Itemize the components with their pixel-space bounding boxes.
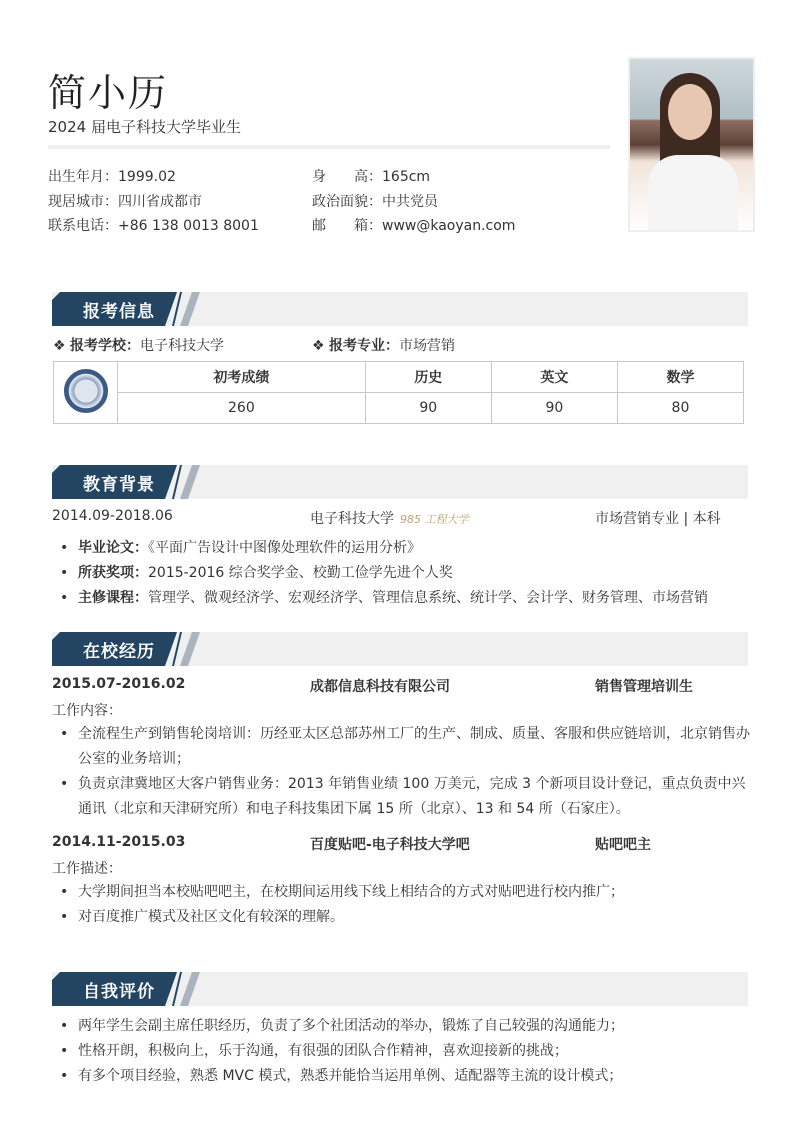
section-title: 在校经历 xyxy=(83,642,155,662)
info-city xyxy=(48,190,259,215)
period: 2015.07-2016.02 xyxy=(52,676,186,692)
score-table xyxy=(53,361,744,424)
section-header-education xyxy=(52,465,748,499)
label: 政治面貌： xyxy=(312,193,382,210)
info-col-left xyxy=(48,165,259,239)
section-title: 自我评价 xyxy=(83,982,155,1002)
text: 2015-2016 综合奖学金、校勤工俭学先进个人奖 xyxy=(148,565,453,581)
value: www@kaoyan.com xyxy=(382,218,516,234)
value: 1999.02 xyxy=(118,169,176,185)
table-header: 数学 xyxy=(617,362,743,393)
label: 身 高： xyxy=(312,169,382,185)
desc-label: 工作内容： xyxy=(52,703,122,719)
list-item xyxy=(52,536,752,561)
organization: 百度贴吧-电子科技大学吧 xyxy=(310,837,470,853)
table-cell: 90 xyxy=(491,393,617,424)
info-birth xyxy=(48,165,259,190)
table-cell: 260 xyxy=(118,393,366,424)
info-height xyxy=(312,165,515,190)
education-list xyxy=(52,536,752,611)
exam-school xyxy=(53,336,224,356)
text: 《平面广告设计中图像处理软件的运用分析》 xyxy=(148,540,421,556)
section-header-campus xyxy=(52,632,748,666)
table-header: 历史 xyxy=(365,362,491,393)
profile-photo xyxy=(628,57,755,232)
university-seal-icon xyxy=(54,362,118,424)
school-tag: 985 工程大学 xyxy=(400,513,469,526)
list-item: • 两年学生会副主席任职经历，负责了多个社团活动的举办，锻炼了自己较强的沟通能力； xyxy=(52,1014,752,1039)
job-list xyxy=(52,722,752,822)
desc-label: 工作描述： xyxy=(52,861,122,877)
info-email xyxy=(312,214,515,239)
job-row xyxy=(52,834,732,856)
list-item: • 有多个项目经验，熟悉 MVC 模式，熟悉并能恰当运用单例、适配器等主流的设计模式； xyxy=(52,1064,752,1089)
table-cell: 80 xyxy=(617,393,743,424)
table-header: 初考成绩 xyxy=(118,362,366,393)
info-col-right xyxy=(312,165,515,239)
text: 管理学、微观经济学、宏观经济学、管理信息系统、统计学、会计学、财务管理、市场营销 xyxy=(148,590,708,606)
section-header-self xyxy=(52,972,748,1006)
period: 2014.09-2018.06 xyxy=(52,508,173,524)
list-item xyxy=(52,561,752,586)
subtitle: 2024 届电子科技大学毕业生 xyxy=(48,118,241,136)
label: 联系电话： xyxy=(48,218,118,234)
list-item: • 性格开朗，积极向上，乐于沟通，有很强的团队合作精神，喜欢迎接新的挑战； xyxy=(52,1039,752,1064)
organization: 成都信息科技有限公司 xyxy=(310,679,450,695)
label: 邮 箱： xyxy=(312,218,382,234)
value: +86 138 0013 8001 xyxy=(118,218,259,234)
diamond-icon: ❖ xyxy=(312,338,330,354)
major: 市场营销专业 | 本科 xyxy=(595,511,721,527)
table-header: 英文 xyxy=(491,362,617,393)
info-politics xyxy=(312,190,515,215)
list-item: • 大学期间担当本校贴吧吧主，在校期间运用线下线上相结合的方式对贴吧进行校内推广； xyxy=(52,880,752,905)
label: 报考学校： xyxy=(70,338,141,354)
section-title: 报考信息 xyxy=(83,302,155,322)
education-row xyxy=(52,508,732,530)
period: 2014.11-2015.03 xyxy=(52,834,186,850)
list-item: • 负责京津冀地区大客户销售业务：2013 年销售业绩 100 万美元，完成 3 个新项目设计登记，重点负责中兴通讯（北京和天津研究所）和电子科技集团下属 15 所（北京）、13 和 54 所（石家庄）。 xyxy=(52,772,752,822)
role: 贴吧吧主 xyxy=(595,837,651,853)
label: 报考专业： xyxy=(329,338,400,354)
value: 电子科技大学 xyxy=(140,338,225,354)
label: 所获奖项： xyxy=(78,565,148,581)
value: 市场营销 xyxy=(399,338,456,354)
section-header-exam xyxy=(52,292,748,326)
value: 中共党员 xyxy=(382,193,438,210)
job-row xyxy=(52,676,732,698)
table-cell: 90 xyxy=(365,393,491,424)
label: 现居城市： xyxy=(48,193,118,210)
diamond-icon: ❖ xyxy=(53,338,71,354)
section-title: 教育背景 xyxy=(83,475,155,495)
divider xyxy=(48,145,610,149)
label: 毕业论文： xyxy=(78,540,148,556)
list-item: • 对百度推广模式及社区文化有较深的理解。 xyxy=(52,905,752,930)
info-phone xyxy=(48,214,259,239)
list-item: • 全流程生产到销售轮岗培训：历经亚太区总部苏州工厂的生产、制成、质量、客服和供应链培训，北京销售办公室的业务培训； xyxy=(52,722,752,772)
label: 主修课程： xyxy=(78,590,148,606)
label: 出生年月： xyxy=(48,169,118,185)
candidate-name: 简小历 xyxy=(48,71,169,115)
school: 电子科技大学 xyxy=(310,511,394,527)
job-list xyxy=(52,880,752,930)
value: 四川省成都市 xyxy=(118,193,202,210)
exam-major xyxy=(312,336,455,356)
list-item xyxy=(52,586,752,611)
role: 销售管理培训生 xyxy=(595,679,693,695)
value: 165cm xyxy=(382,169,431,185)
self-list xyxy=(52,1014,752,1089)
